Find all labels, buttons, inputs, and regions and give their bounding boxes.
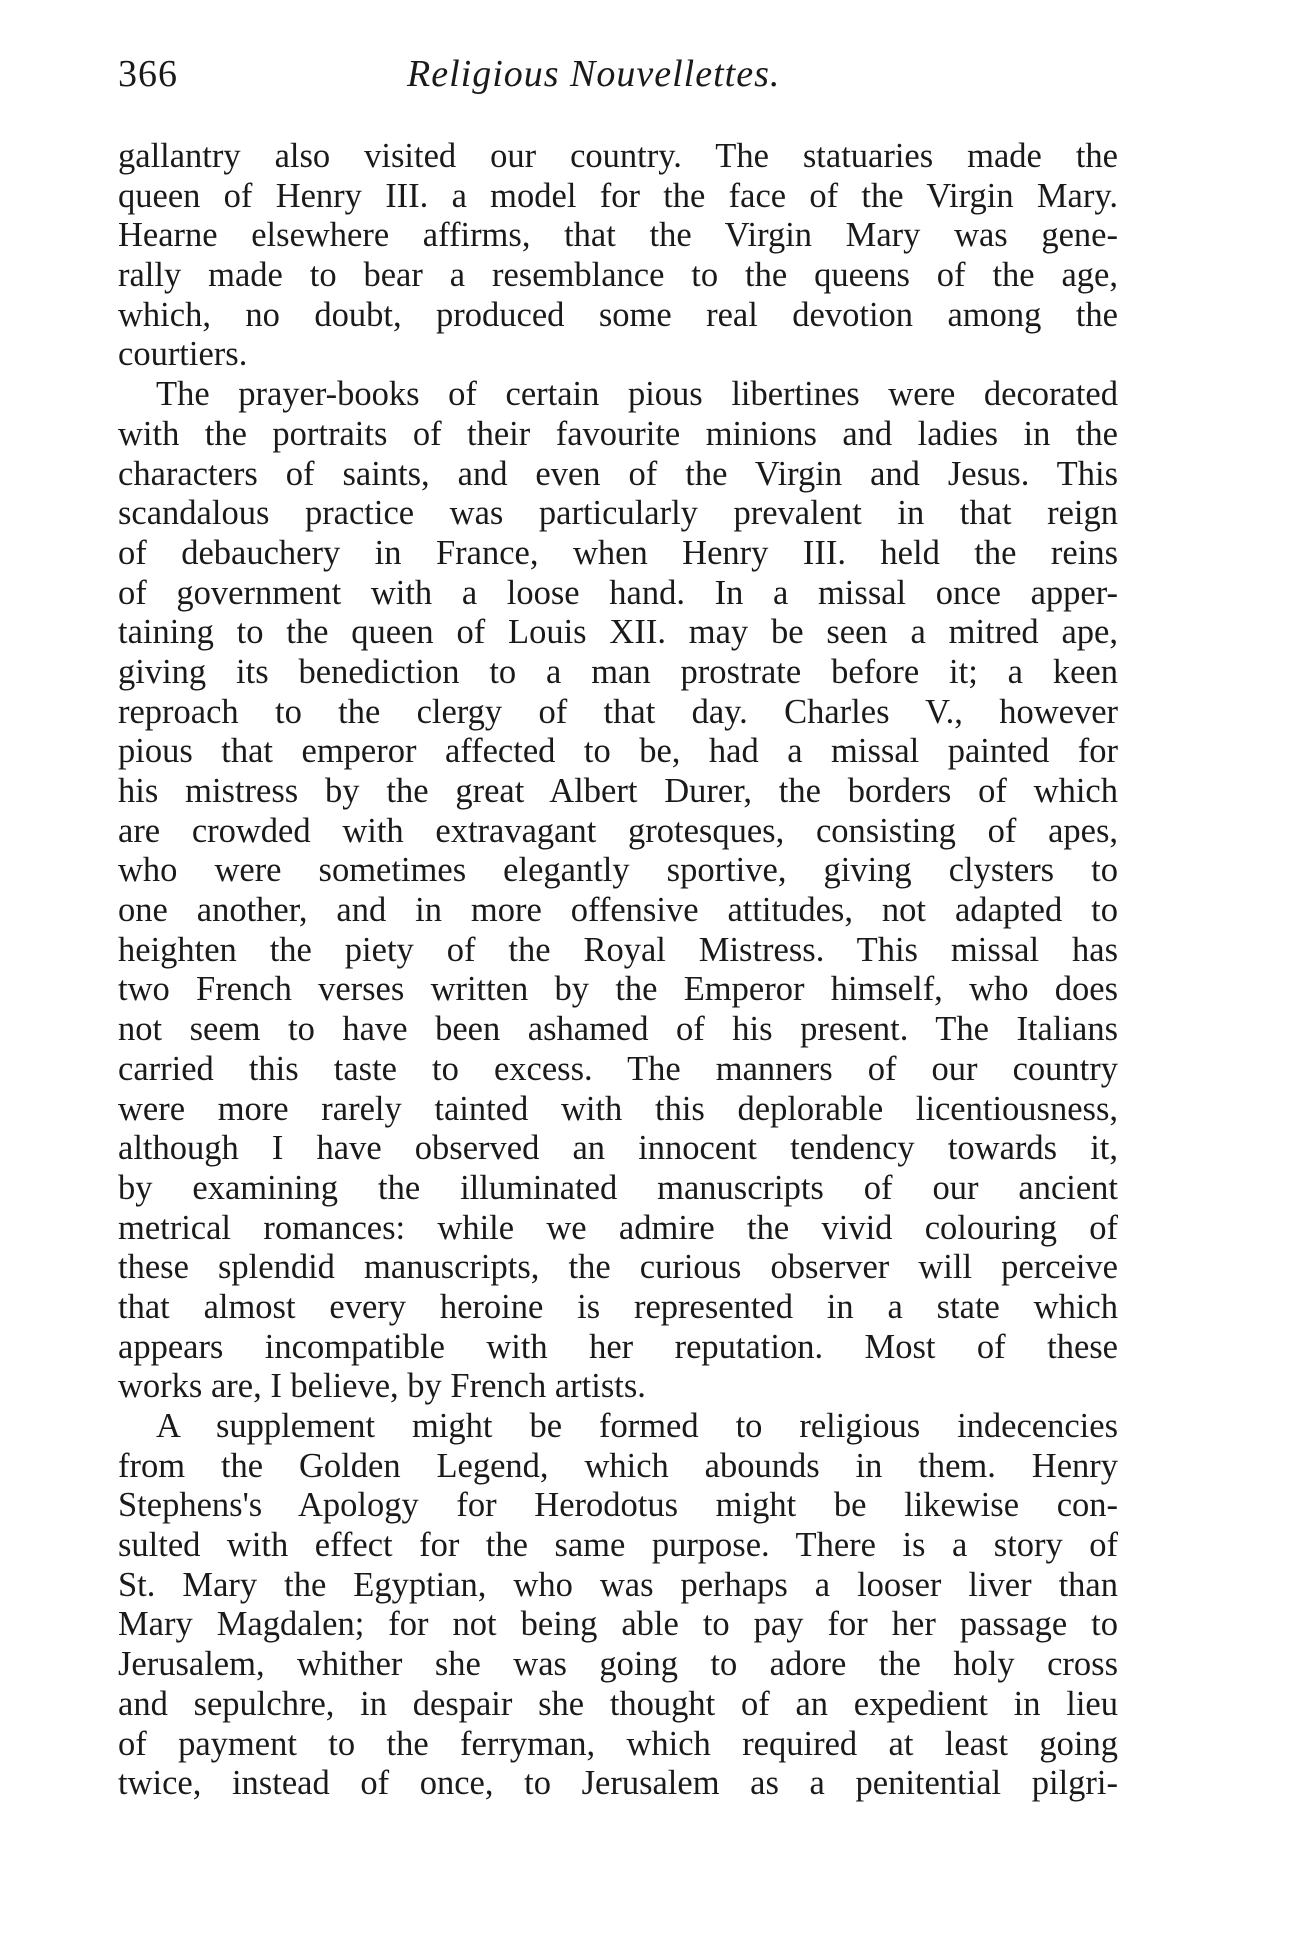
text-line: pious that emperor affected to be, had a missal painted for bbox=[118, 732, 1118, 771]
text-line: reproach to the clergy of that day. Charles V., however bbox=[118, 692, 1118, 731]
running-title: Religious Nouvellettes. bbox=[407, 53, 781, 95]
text-line: by examining the illuminated manuscripts of our ancient bbox=[118, 1168, 1118, 1207]
text-line: rally made to bear a resemblance to the queens of the age, bbox=[118, 256, 1118, 295]
text-line: of government with a loose hand. In a missal once apper- bbox=[118, 573, 1118, 612]
text-line: works are, I believe, by French artists. bbox=[118, 1367, 646, 1406]
text-line: queen of Henry III. a model for the face of the Virgin Mary. bbox=[118, 176, 1118, 215]
text-line: who were sometimes elegantly sportive, giving clysters to bbox=[118, 851, 1118, 890]
text-line: The prayer-books of certain pious libertines were decorated bbox=[156, 375, 1118, 414]
text-line: one another, and in more offensive attitudes, not adapted to bbox=[118, 891, 1118, 930]
text-line: courtiers. bbox=[118, 335, 248, 374]
text-line: Mary Magdalen; for not being able to pay for her passage to bbox=[118, 1605, 1118, 1644]
text-line: A supplement might be formed to religious indecencies bbox=[156, 1407, 1118, 1445]
text-line: Jerusalem, whither she was going to adore the holy cross bbox=[118, 1645, 1118, 1684]
text-line: St. Mary the Egyptian, who was perhaps a looser liver than bbox=[118, 1565, 1118, 1604]
text-line: with the portraits of their favourite minions and ladies in the bbox=[118, 414, 1118, 453]
text-line: characters of saints, and even of the Virgin and Jesus. This bbox=[118, 454, 1118, 493]
text-line: are crowded with extravagant grotesques, consisting of apes, bbox=[118, 811, 1118, 850]
text-line: which, no doubt, produced some real devotion among the bbox=[118, 295, 1118, 334]
text-line: heighten the piety of the Royal Mistress. This missal has bbox=[118, 930, 1118, 969]
paragraph bbox=[118, 375, 1118, 1407]
text-line: although I have observed an innocent tendency towards it, bbox=[118, 1129, 1118, 1168]
text-line: gallantry also visited our country. The statuaries made the bbox=[118, 137, 1118, 175]
text-line: Stephens's Apology for Herodotus might be likewise con- bbox=[118, 1486, 1118, 1525]
text-line: his mistress by the great Albert Durer, the borders of which bbox=[118, 772, 1118, 810]
paragraph bbox=[118, 1407, 1118, 1804]
text-line: carried this taste to excess. The manners of our country bbox=[118, 1049, 1118, 1088]
text-line: sulted with effect for the same purpose. There is a story of bbox=[118, 1526, 1118, 1565]
running-head bbox=[118, 52, 1118, 102]
text-line: metrical romances: while we admire the vivid colouring of bbox=[118, 1208, 1118, 1247]
text-line: from the Golden Legend, which abounds in them. Henry bbox=[118, 1446, 1118, 1485]
text-line: that almost every heroine is represented in a state which bbox=[118, 1287, 1118, 1326]
text-line: giving its benediction to a man prostrate before it; a keen bbox=[118, 652, 1118, 691]
text-line: of debauchery in France, when Henry III. held the reins bbox=[118, 533, 1118, 572]
text-line: appears incompatible with her reputation. Most of these bbox=[118, 1327, 1118, 1366]
text-line: twice, instead of once, to Jerusalem as a penitential pilgri- bbox=[118, 1764, 1118, 1803]
text-line: not seem to have been ashamed of his present. The Italians bbox=[118, 1010, 1118, 1049]
page-number: 366 bbox=[118, 53, 178, 95]
body-text bbox=[118, 137, 1118, 1804]
paragraph bbox=[118, 137, 1118, 375]
text-line: and sepulchre, in despair she thought of an expedient in lieu bbox=[118, 1684, 1118, 1723]
text-line: scandalous practice was particularly prevalent in that reign bbox=[118, 494, 1118, 533]
text-line: were more rarely tainted with this deplorable licentiousness, bbox=[118, 1089, 1118, 1128]
text-line: of payment to the ferryman, which required at least going bbox=[118, 1724, 1118, 1763]
text-line: Hearne elsewhere affirms, that the Virgin Mary was gene- bbox=[118, 216, 1118, 255]
text-line: taining to the queen of Louis XII. may be seen a mitred ape, bbox=[118, 613, 1118, 652]
text-line: these splendid manuscripts, the curious observer will perceive bbox=[118, 1248, 1118, 1287]
text-line: two French verses written by the Emperor himself, who does bbox=[118, 970, 1118, 1009]
